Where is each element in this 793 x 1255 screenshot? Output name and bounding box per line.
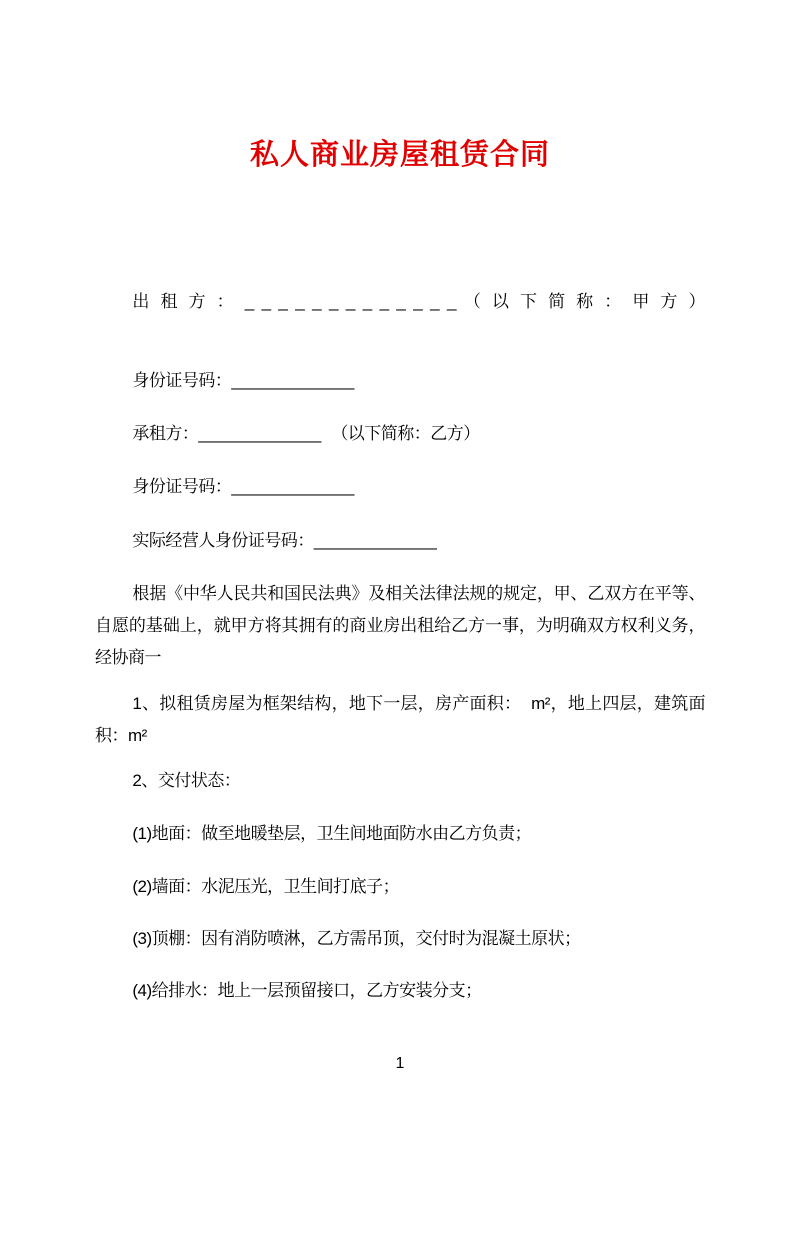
lessor-id-line bbox=[95, 365, 705, 397]
lessee-id-blank: _____________ bbox=[231, 477, 355, 496]
delivery-item-plumbing: (4)给排水：地上一层预留接口，乙方安装分支； bbox=[132, 981, 482, 1000]
lessee-alias-note: （以下简称：乙方） bbox=[331, 424, 480, 443]
lessee-label: 承租方： bbox=[132, 424, 199, 443]
preamble-paragraph: 根据《中华人民共和国民法典》及相关法律法规的规定，甲、乙双方在平等、自愿的基础上，就甲方将其拥有的商业房出租给乙方一事，为明确双方权利义务，经协商一 bbox=[95, 584, 705, 667]
delivery-item-wall: (2)墙面：水泥压光，卫生间打底子； bbox=[132, 877, 400, 896]
clause-delivery-heading: 2、交付状态： bbox=[132, 771, 241, 790]
delivery-item-floor: (1)地面：做至地暖垫层，卫生间地面防水由乙方负责； bbox=[132, 824, 532, 843]
page-number: 1 bbox=[395, 1055, 405, 1072]
operator-id-line bbox=[95, 525, 705, 557]
lessee-line bbox=[95, 418, 705, 450]
operator-id-label: 实际经营人身份证号码： bbox=[132, 531, 314, 550]
lessor-line: 出 租 方 ： _ _ _ _ _ _ _ _ _ _ _ _ _ （ 以 下 简 称 ： 甲 方 ） bbox=[132, 292, 705, 311]
document-title: 私人商业房屋租赁合同 bbox=[249, 139, 550, 171]
lessee-id-line bbox=[95, 471, 705, 503]
operator-id-blank: _____________ bbox=[313, 531, 437, 550]
lessee-id-label: 身份证号码： bbox=[132, 477, 232, 496]
lessee-blank: _____________ bbox=[198, 424, 322, 443]
lessor-id-label: 身份证号码： bbox=[132, 371, 232, 390]
contract-page bbox=[0, 133, 793, 1255]
clause-structure-area: 1、拟租赁房屋为框架结构，地下一层，房产面积： m²，地上四层，建筑面积：m² bbox=[95, 694, 705, 745]
lessor-id-blank: _____________ bbox=[231, 371, 355, 390]
delivery-item-ceiling: (3)顶棚：因有消防喷淋，乙方需吊顶，交付时为混凝土原状； bbox=[132, 929, 581, 948]
